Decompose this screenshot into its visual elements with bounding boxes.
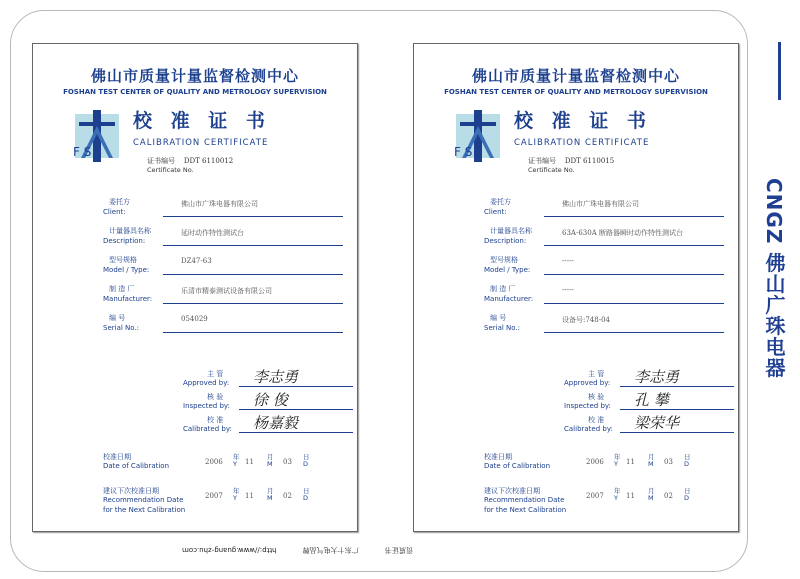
fs-logo-icon bbox=[69, 108, 125, 164]
date-year: 2006 bbox=[586, 458, 604, 466]
cert-title-cn: 校 准 证 书 bbox=[514, 110, 652, 132]
field-row bbox=[484, 255, 724, 284]
month-unit-cn: 月 bbox=[648, 487, 655, 495]
signature-label-cn: 核 验 bbox=[207, 393, 224, 401]
month-unit-cn: 月 bbox=[648, 453, 655, 461]
footer-section: 资质证书 bbox=[384, 546, 413, 554]
cert-title-en: CALIBRATION CERTIFICATE bbox=[514, 138, 650, 148]
date-month: 11 bbox=[245, 492, 254, 500]
brand-text: CNGZ 佛山广珠电器 bbox=[762, 178, 786, 379]
signature-label-en: Inspected by: bbox=[564, 402, 611, 410]
day-unit-cn: 日 bbox=[303, 487, 310, 495]
field-line bbox=[163, 216, 343, 217]
field-label-cn: 编 号 bbox=[490, 314, 507, 322]
field-row bbox=[103, 226, 343, 255]
signature-row bbox=[564, 415, 734, 438]
signature-label-en: Approved by: bbox=[183, 379, 230, 387]
org-name-en: FOSHAN TEST CENTER OF QUALITY AND METROLOGY SUPERVISION bbox=[63, 88, 327, 96]
signature-line bbox=[239, 432, 353, 433]
date-label-cn: 建议下次校准日期 bbox=[103, 487, 159, 495]
date-label-cn: 建议下次校准日期 bbox=[484, 487, 540, 495]
fields bbox=[103, 197, 343, 342]
field-label-cn: 编 号 bbox=[109, 314, 126, 322]
signature-name: 孔 攀 bbox=[634, 391, 669, 409]
field-label-en: Manufacturer: bbox=[484, 295, 534, 303]
signatures bbox=[564, 369, 734, 438]
field-value: ----- bbox=[562, 286, 574, 294]
field-label-en: Manufacturer: bbox=[103, 295, 153, 303]
certificate-right bbox=[413, 43, 739, 532]
field-line bbox=[163, 245, 343, 246]
field-label-en: Description: bbox=[103, 237, 146, 245]
signature-label-cn: 核 验 bbox=[588, 393, 605, 401]
date-label-en2: for the Next Calibration bbox=[103, 506, 186, 514]
signature-label-en: Approved by: bbox=[564, 379, 611, 387]
field-label-cn: 委托方 bbox=[109, 198, 130, 206]
cert-no bbox=[528, 156, 614, 166]
year-unit-cn: 年 bbox=[614, 453, 621, 461]
cert-no-label: 证书编号 bbox=[528, 157, 556, 165]
signature-label-cn: 校 准 bbox=[207, 416, 224, 424]
footer-tagline: 广东十大电气品牌 bbox=[302, 546, 359, 554]
field-value: 设备号:748-04 bbox=[562, 316, 610, 324]
field-label-en: Client: bbox=[103, 208, 126, 216]
date-row bbox=[103, 452, 353, 486]
field-value: 佛山市广珠电器有限公司 bbox=[562, 200, 639, 208]
signature-name: 徐 俊 bbox=[253, 391, 288, 409]
signature-label-cn: 校 准 bbox=[588, 416, 605, 424]
signature-line bbox=[239, 386, 353, 387]
month-unit-cn: 月 bbox=[267, 487, 274, 495]
field-value: ----- bbox=[562, 257, 574, 265]
month-unit-en: M bbox=[648, 460, 654, 468]
field-label-cn: 计量器具名称 bbox=[490, 227, 532, 235]
day-unit-en: D bbox=[684, 494, 690, 502]
field-row bbox=[484, 226, 724, 255]
fields bbox=[484, 197, 724, 342]
field-label-en: Model / Type: bbox=[484, 266, 531, 274]
year-unit-en: Y bbox=[614, 460, 618, 468]
dates bbox=[484, 452, 734, 520]
footer-text bbox=[158, 545, 413, 555]
year-unit-cn: 年 bbox=[233, 453, 240, 461]
field-line bbox=[544, 332, 724, 333]
day-unit-cn: 日 bbox=[684, 487, 691, 495]
footer bbox=[158, 545, 538, 565]
field-row bbox=[484, 313, 724, 342]
signature-name: 梁荣华 bbox=[634, 414, 680, 432]
day-unit-en: D bbox=[303, 460, 309, 468]
date-row bbox=[484, 452, 734, 486]
signature-row bbox=[183, 415, 353, 438]
date-label-en2: for the Next Calibration bbox=[484, 506, 567, 514]
signature-name: 李志勇 bbox=[634, 368, 680, 386]
signature-name: 李志勇 bbox=[253, 368, 299, 386]
cert-title-cn: 校 准 证 书 bbox=[133, 110, 271, 132]
cert-no-en: Certificate No. bbox=[147, 166, 194, 174]
field-label-cn: 型号规格 bbox=[490, 256, 518, 264]
field-label-cn: 委托方 bbox=[490, 198, 511, 206]
field-line bbox=[544, 303, 724, 304]
date-row bbox=[484, 486, 734, 520]
field-label-cn: 制 造 厂 bbox=[109, 285, 135, 293]
field-line bbox=[544, 216, 724, 217]
date-year: 2007 bbox=[586, 492, 604, 500]
field-value: 佛山市广珠电器有限公司 bbox=[181, 200, 258, 208]
date-month: 11 bbox=[626, 492, 635, 500]
dates bbox=[103, 452, 353, 520]
field-line bbox=[544, 274, 724, 275]
field-label-en: Serial No.: bbox=[103, 324, 140, 332]
signature-label-cn: 主 管 bbox=[207, 370, 224, 378]
date-day: 03 bbox=[664, 458, 673, 466]
month-unit-en: M bbox=[267, 494, 273, 502]
day-unit-cn: 日 bbox=[303, 453, 310, 461]
cert-title-en: CALIBRATION CERTIFICATE bbox=[133, 138, 269, 148]
signature-name: 杨嘉毅 bbox=[253, 414, 299, 432]
year-unit-en: Y bbox=[614, 494, 618, 502]
fs-logo-icon bbox=[450, 108, 506, 164]
year-unit-cn: 年 bbox=[233, 487, 240, 495]
footer-website: http://www.guang-zhu.com bbox=[182, 546, 277, 554]
signatures bbox=[183, 369, 353, 438]
logo-text: F S bbox=[454, 145, 473, 159]
signature-label-en: Calibrated by: bbox=[564, 425, 613, 433]
month-unit-cn: 月 bbox=[267, 453, 274, 461]
cert-no-value: DDT 6110015 bbox=[564, 157, 615, 165]
org-name-en: FOSHAN TEST CENTER OF QUALITY AND METROLOGY SUPERVISION bbox=[444, 88, 708, 96]
date-day: 02 bbox=[283, 492, 292, 500]
date-day: 03 bbox=[283, 458, 292, 466]
cert-no-label: 证书编号 bbox=[147, 157, 175, 165]
field-label-cn: 型号规格 bbox=[109, 256, 137, 264]
field-label-en: Client: bbox=[484, 208, 507, 216]
field-row bbox=[484, 284, 724, 313]
date-month: 11 bbox=[245, 458, 254, 466]
date-label-en: Date of Calibration bbox=[103, 462, 170, 470]
date-label-en: Recommendation Date bbox=[103, 496, 184, 504]
cert-no-value: DDT 6110012 bbox=[183, 157, 234, 165]
certificate-left bbox=[32, 43, 358, 532]
field-row bbox=[103, 284, 343, 313]
date-label-en: Recommendation Date bbox=[484, 496, 565, 504]
field-value: 延时动作特性测试台 bbox=[181, 229, 244, 237]
signature-label-en: Calibrated by: bbox=[183, 425, 232, 433]
signature-label-en: Inspected by: bbox=[183, 402, 230, 410]
date-label-cn: 校准日期 bbox=[103, 453, 131, 461]
org-name-cn: 佛山市质量计量监督检测中心 bbox=[471, 67, 680, 85]
field-line bbox=[163, 303, 343, 304]
signature-line bbox=[620, 386, 734, 387]
year-unit-en: Y bbox=[233, 494, 237, 502]
field-label-cn: 制 造 厂 bbox=[490, 285, 516, 293]
field-row bbox=[103, 313, 343, 342]
field-line bbox=[163, 274, 343, 275]
date-label-cn: 校准日期 bbox=[484, 453, 512, 461]
date-day: 02 bbox=[664, 492, 673, 500]
logo-text: F S bbox=[73, 145, 92, 159]
field-row bbox=[103, 197, 343, 226]
field-label-en: Model / Type: bbox=[103, 266, 150, 274]
field-value: DZ47-63 bbox=[181, 257, 212, 265]
date-label-en: Date of Calibration bbox=[484, 462, 551, 470]
date-year: 2007 bbox=[205, 492, 223, 500]
signature-line bbox=[620, 432, 734, 433]
field-value: 63A-630A 断路器瞬时动作特性测试台 bbox=[562, 229, 683, 237]
field-label-en: Description: bbox=[484, 237, 527, 245]
day-unit-en: D bbox=[684, 460, 690, 468]
date-year: 2006 bbox=[205, 458, 223, 466]
field-label-cn: 计量器具名称 bbox=[109, 227, 151, 235]
date-row bbox=[103, 486, 353, 520]
brand-bar bbox=[778, 42, 781, 100]
org-name-cn: 佛山市质量计量监督检测中心 bbox=[90, 67, 299, 85]
field-row bbox=[484, 197, 724, 226]
year-unit-cn: 年 bbox=[614, 487, 621, 495]
year-unit-en: Y bbox=[233, 460, 237, 468]
field-line bbox=[544, 245, 724, 246]
date-month: 11 bbox=[626, 458, 635, 466]
signature-label-cn: 主 管 bbox=[588, 370, 605, 378]
field-row bbox=[103, 255, 343, 284]
month-unit-en: M bbox=[648, 494, 654, 502]
field-label-en: Serial No.: bbox=[484, 324, 521, 332]
field-value: 054029 bbox=[181, 315, 208, 323]
signature-line bbox=[239, 409, 353, 410]
cert-no bbox=[147, 156, 233, 166]
month-unit-en: M bbox=[267, 460, 273, 468]
field-line bbox=[163, 332, 343, 333]
cert-no-en: Certificate No. bbox=[528, 166, 575, 174]
signature-line bbox=[620, 409, 734, 410]
day-unit-cn: 日 bbox=[684, 453, 691, 461]
brand bbox=[760, 178, 790, 508]
day-unit-en: D bbox=[303, 494, 309, 502]
field-value: 乐清市精泰测试设备有限公司 bbox=[181, 287, 272, 295]
